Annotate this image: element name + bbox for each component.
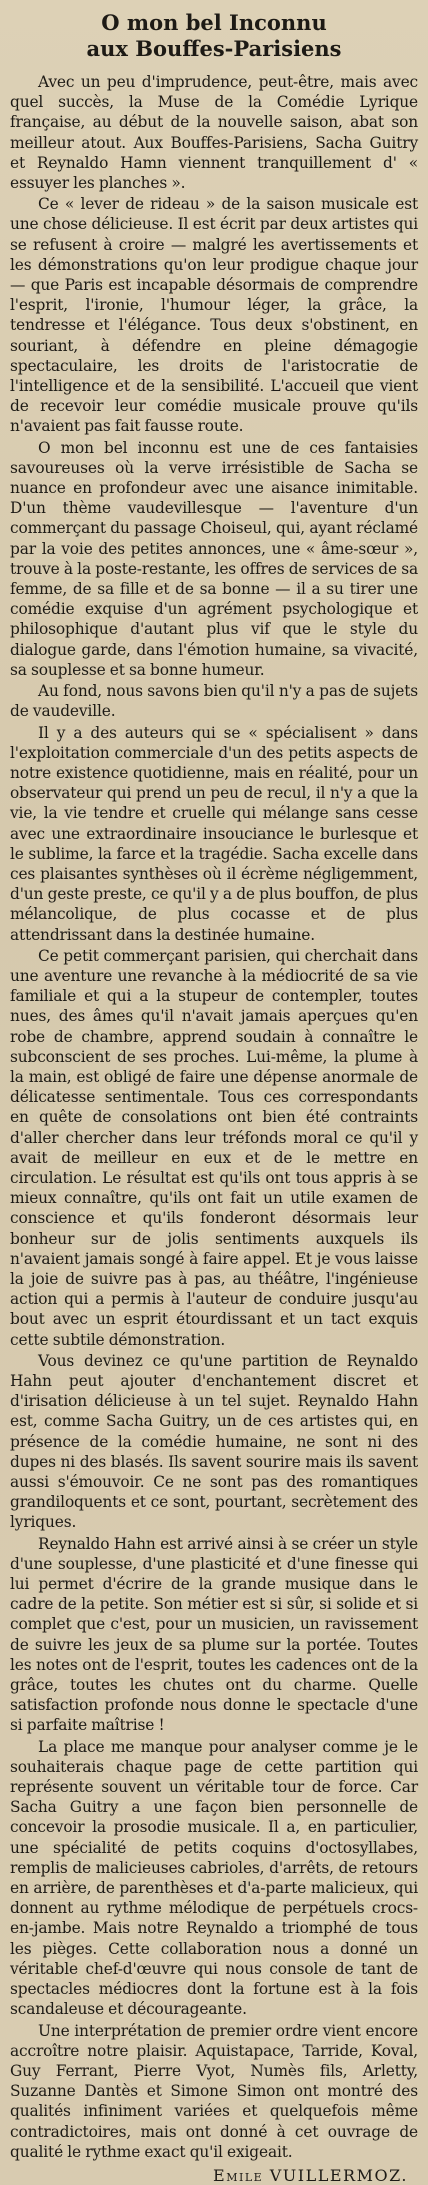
paragraph: Il y a des auteurs qui se « spécialisent » dans l'exploitation commerciale d'un des petits aspects de notre existence quotidienne, mais en réalité, pour un observateur qui prend un peu de recul, il n'y a que la vie, la vie tendre et cruelle qui mélange sans cesse avec une extraordinaire insouciance le burlesque et le sublime, la farce et la tragédie. Sacha excelle dans ces plaisantes synthèses où il écrème négligemment, d'un geste preste, ce qu'il y a de plus bouffon, de plus mélancolique, de plus cocasse et de plus attendrissant dans la destinée humaine. — [10, 723, 418, 944]
paragraph: Ce petit commerçant parisien, qui cherchait dans une aventure une revanche à la médiocrité de sa vie familiale et qui a la stupeur de contempler, toutes nues, des âmes qu'il n'avait jamais aperçues qu'en robe de chambre, apprend soudain à connaître le subconscient de ses proches. Lui-même, la plume à la main, est obligé de faire une dépense anormale de délicatesse sentimentale. Tous ces correspondants en quête de consolations ont bien été contraints d'aller chercher dans leur tréfonds moral ce qu'il y avait de meilleur en eux et de le mettre en circulation. Le résultat est qu'ils ont tous appris à se mieux connaître, qu'ils ont fait un utile examen de conscience et qu'ils fonderont désormais leur bonheur sur de jolis sentiments auxquels ils n'avaient jamais songé à faire appel. Et je vous laisse la joie de suivre pas à pas, au théâtre, l'ingénieuse action qui a permis à l'auteur de conduire jusqu'au bout avec un esprit étourdissant et un tact exquis cette subtile démonstration. — [10, 946, 418, 1349]
headline-line-2: aux Bouffes-Parisiens — [86, 36, 342, 61]
paragraph: La place me manque pour analyser comme je le souhaiterais chaque page de cette partition qui représente souvent un véritable tour de force. Car Sacha Guitry a une façon bien personnelle de concevoir la prosodie musicale. Il a, en particulier, une spécialité de petits coquins d'octosyllabes, remplis de malicieuses cabrioles, d'arrêts, de retours en arrière, de parenthèses et d'a-parte malicieux, qui donnent au rythme mélodique de perpétuels crocs-en-jambe. Mais notre Reynaldo a triomphé de tous les pièges. Cette collaboration nous a donné un véritable chef-d'œuvre qui nous console de tant de spectacles médiocres dont la fortune est à la fois scandaleuse et décourageante. — [10, 1737, 418, 2019]
paragraph: Ce « lever de rideau » de la saison musicale est une chose délicieuse. Il est écrit par deux artistes qui se refusent à croire — malgré les avertissements et les démonstrations qu'on leur prodigue chaque jour — que Paris est incapable désormais de comprendre l'esprit, l'ironie, l'humour léger, la grâce, la tendresse et l'élégance. Tous deux s'obstinent, en souriant, à défendre en pleine démagogie spectaculaire, les droits de l'aristocratie de l'intelligence et de la sensibilité. L'accueil que vient de recevoir leur comédie musicale prouve qu'ils n'avaient pas fait fausse route. — [10, 195, 418, 436]
paragraph: Avec un peu d'imprudence, peut-être, mais avec quel succès, la Muse de la Comédie Lyrique française, au début de la nouvelle saison, abat son meilleur atout. Aux Bouffes-Parisiens, Sacha Guitry et Reynaldo Hamn viennent tranquillement d' « essuyer les planches ». — [10, 73, 418, 193]
paragraph: Vous devinez ce qu'une partition de Reynaldo Hahn peut ajouter d'enchantement discret et d'irisation délicieuse à un tel sujet. Reynaldo Hahn est, comme Sacha Guitry, un de ces artistes qui, en présence de la comédie humaine, ne sont ni des dupes ni des blasés. Ils savent sourire mais ils savent aussi s'émouvoir. Ce ne sont pas des romantiques grandiloquents et ce sont, pourtant, secrètement des lyriques. — [10, 1351, 418, 1532]
headline-line-1: O mon bel Inconnu — [101, 10, 327, 35]
paragraph: Au fond, nous savons bien qu'il n'y a pas de sujets de vaudeville. — [10, 682, 418, 721]
paragraph: O mon bel inconnu est une de ces fantaisies savoureuses où la verve irrésistible de Sacha se nuance en profondeur avec une aisance inimitable. D'un thème vaudevillesque — l'aventure d'un commerçant du passage Choiseul, qui, ayant réclamé par la voie des petites annonces, une « âme-sœur », trouve à la poste-restante, les offres de services de sa femme, de sa fille et de sa bonne — il a su tirer une comédie exquise d'un agrément psychologique et philosophique d'autant plus vif que le style du dialogue garde, dans l'émotion humaine, sa vivacité, sa souplesse et sa bonne humeur. — [10, 438, 418, 679]
paragraph: Une interprétation de premier ordre vient encore accroître notre plaisir. Aquistapace, Tarride, Koval, Guy Ferrant, Pierre Vyot, Numès fils, Arletty, Suzanne Dantès et Simone Simon ont montré des qualités infiniment variées et quelquefois même contradictoires, mais ont donné à cet ouvrage de qualité le rythme exact qu'il exigeait. — [10, 2021, 418, 2161]
article-headline — [10, 10, 418, 62]
article-body — [10, 72, 418, 2162]
author-signature: Emile VUILLERMOZ. — [213, 2165, 408, 2185]
paragraph: Reynaldo Hahn est arrivé ainsi à se créer un style d'une souplesse, d'une plasticité et d'une finesse qui lui permet d'écrire de la grande musique dans le cadre de la petite. Son métier est si sûr, si solide et si complet que c'est, pour un musicien, un ravissement de suivre les jeux de sa plume sur la portée. Toutes les notes ont de l'esprit, toutes les cadences ont de la grâce, toutes les chutes ont du charme. Quelle satisfaction profonde nous donne le spectacle d'une si parfaite maîtrise ! — [10, 1534, 418, 1735]
